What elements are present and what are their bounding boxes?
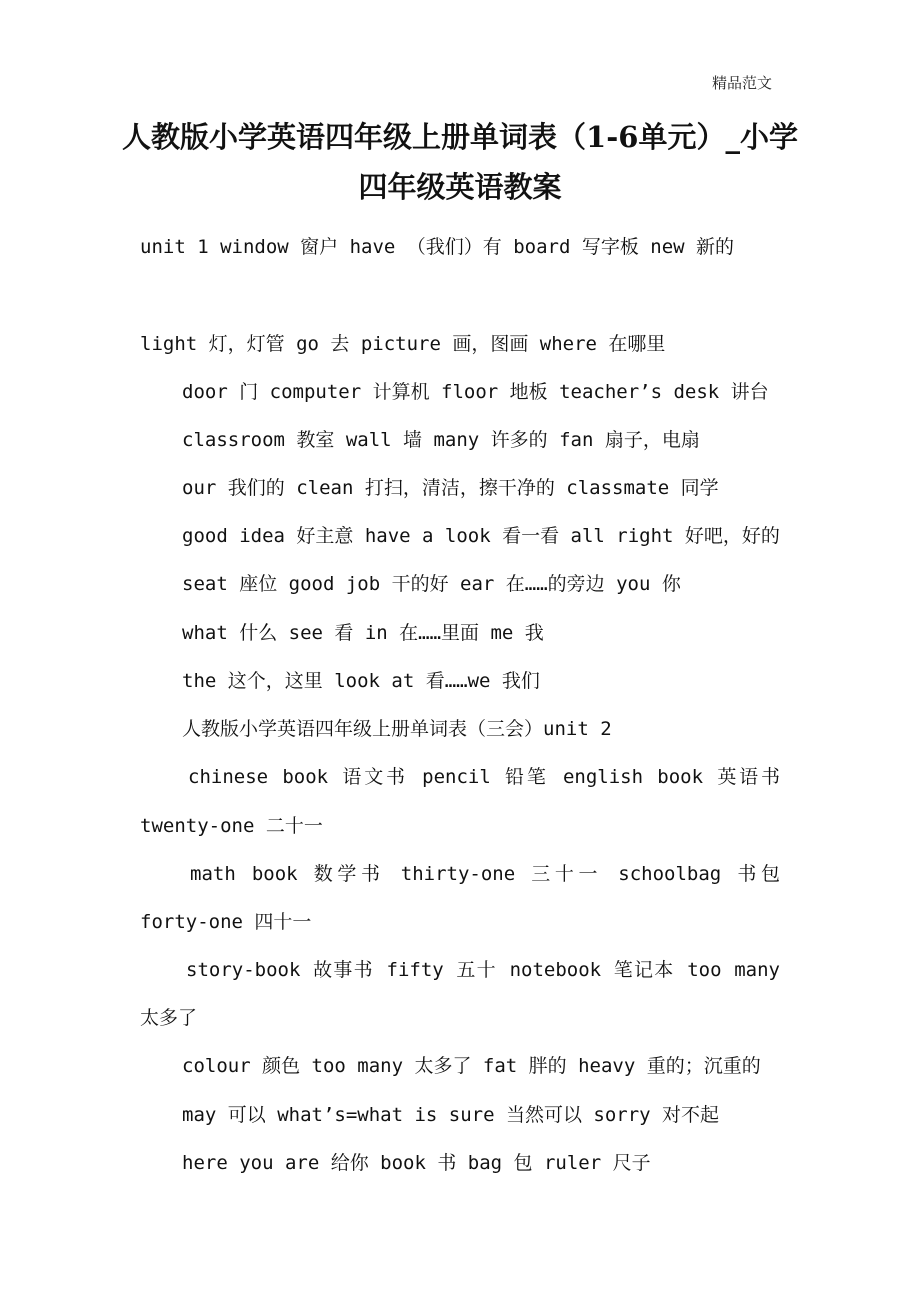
document-title bbox=[120, 112, 800, 212]
text-line: what 什么 see 看 in 在……里面 me 我 bbox=[182, 622, 544, 644]
text-line: here you are 给你 book 书 bag 包 ruler 尺子 bbox=[182, 1152, 651, 1174]
text-line: 太多了 bbox=[140, 1007, 198, 1029]
text-line: unit 1 window 窗户 have （我们）有 board 写字板 new 新的 bbox=[140, 236, 735, 258]
title-line-2: 四年级英语教案 bbox=[358, 170, 562, 204]
text-line: seat 座位 good job 干的好 ear 在……的旁边 you 你 bbox=[182, 573, 681, 595]
text-line: our 我们的 clean 打扫，清洁，擦干净的 classmate 同学 bbox=[182, 477, 719, 499]
text-line: good idea 好主意 have a look 看一看 all right 好吧，好的 bbox=[182, 525, 780, 547]
section-heading: 人教版小学英语四年级上册单词表（三会）unit 2 bbox=[182, 718, 612, 740]
text-line: light 灯，灯管 go 去 picture 画，图画 where 在哪里 bbox=[140, 333, 666, 355]
text-line: forty-one 四十一 bbox=[140, 911, 312, 933]
text-line: chinese book 语文书 pencil 铅笔 english book 英语书 bbox=[188, 766, 780, 788]
text-line: colour 颜色 too many 太多了 fat 胖的 heavy 重的；沉重的 bbox=[182, 1055, 761, 1077]
text-line: door 门 computer 计算机 floor 地板 teacher’s desk 讲台 bbox=[182, 381, 769, 403]
text-line: the 这个，这里 look at 看……we 我们 bbox=[182, 670, 540, 692]
header-tag: 精品范文 bbox=[712, 74, 773, 92]
title-line-1: 人教版小学英语四年级上册单词表（1-6单元）_小学 bbox=[122, 120, 798, 154]
text-line: may 可以 what’s=what is sure 当然可以 sorry 对不起 bbox=[182, 1104, 720, 1126]
text-line: story-book 故事书 fifty 五十 notebook 笔记本 too many bbox=[186, 959, 780, 981]
text-line: math book 数学书 thirty-one 三十一 schoolbag 书包 bbox=[190, 863, 780, 885]
text-line: twenty-one 二十一 bbox=[140, 815, 323, 837]
text-line: classroom 教室 wall 墙 many 许多的 fan 扇子，电扇 bbox=[182, 429, 700, 451]
